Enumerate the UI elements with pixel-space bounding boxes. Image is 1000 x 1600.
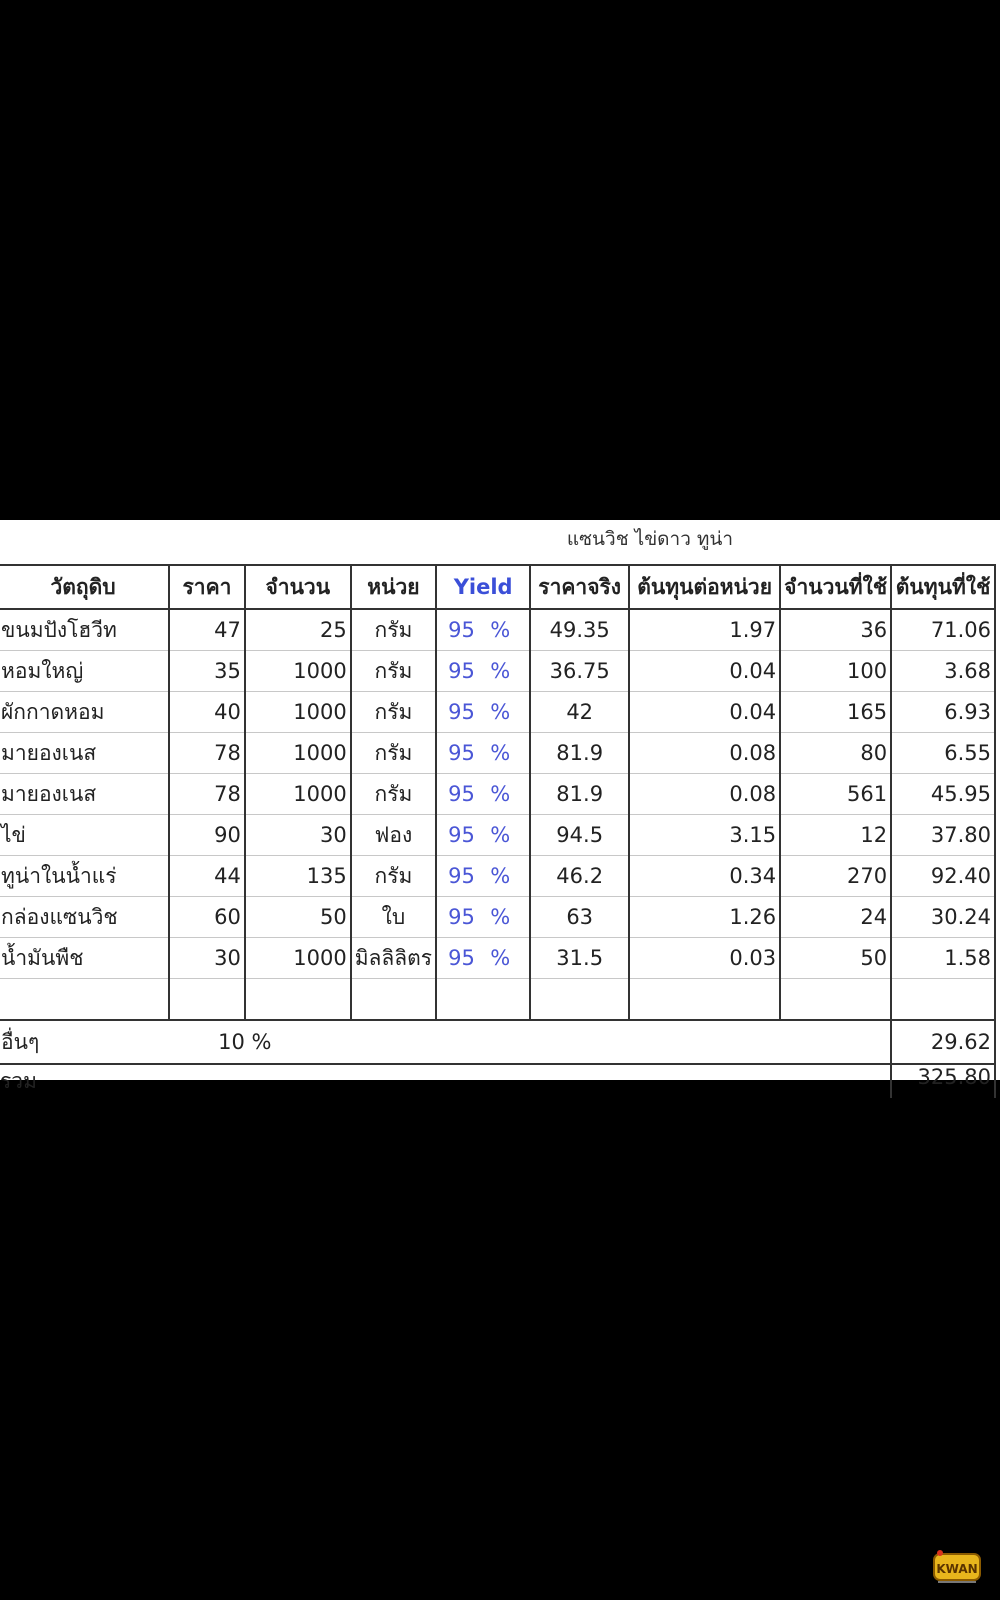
other-percent[interactable] [169,1020,891,1064]
unit-cell[interactable]: กรัม [351,856,436,897]
yield-cell[interactable] [436,815,530,856]
logo-text: KWAN [936,1562,978,1576]
ingredient-cell[interactable]: ผักกาดหอม [0,692,169,733]
price-cell[interactable]: 60 [169,897,245,938]
quantity-cell[interactable]: 25 [245,609,351,651]
spreadsheet-view [0,520,1000,1093]
used-qty-cell[interactable]: 561 [780,774,891,815]
used-qty-cell[interactable]: 165 [780,692,891,733]
other-percent-value: 10 % [218,1030,272,1054]
yield-value: 95 [448,700,475,724]
quantity-cell[interactable]: 50 [245,897,351,938]
header-ingredient[interactable]: วัตถุดิบ [0,565,169,609]
empty-cell[interactable] [351,979,436,1021]
total-cost[interactable]: 325.80 [891,1064,995,1098]
yield-percent-sign: % [490,782,511,806]
table-row [0,938,995,979]
table-row [0,815,995,856]
real-price-cell[interactable]: 63 [530,897,629,938]
unit-cell[interactable]: กรัม [351,609,436,651]
used-qty-cell[interactable]: 12 [780,815,891,856]
table-row [0,609,995,651]
empty-cell[interactable] [0,979,169,1021]
yield-value-wrap [440,659,526,683]
yield-cell[interactable] [436,774,530,815]
header-used-cost[interactable]: ต้นทุนที่ใช้ [891,565,995,609]
used-qty-cell[interactable]: 80 [780,733,891,774]
yield-percent-sign: % [490,946,511,970]
unit-cell[interactable]: มิลลิลิตร [351,938,436,979]
yield-cell[interactable] [436,609,530,651]
used-qty-cell[interactable]: 36 [780,609,891,651]
price-cell[interactable]: 40 [169,692,245,733]
yield-value-wrap [440,782,526,806]
ingredient-cell[interactable]: หอมใหญ่ [0,651,169,692]
yield-cell[interactable] [436,651,530,692]
other-label[interactable]: อื่นๆ [0,1020,169,1064]
yield-value: 95 [448,905,475,929]
empty-cell[interactable] [891,979,995,1021]
quantity-cell[interactable]: 1000 [245,774,351,815]
real-price-cell[interactable]: 31.5 [530,938,629,979]
total-spacer[interactable] [169,1064,891,1098]
empty-cell[interactable] [629,979,780,1021]
yield-percent-sign: % [490,905,511,929]
sheet-title: แซนวิช ไข่ดาว ทูน่า [566,528,734,550]
unit-cost-cell[interactable]: 1.26 [629,897,780,938]
table-row [0,856,995,897]
used-cost-cell[interactable]: 6.93 [891,692,995,733]
price-cell[interactable]: 78 [169,774,245,815]
yield-value-wrap [440,946,526,970]
table-row [0,692,995,733]
empty-cell[interactable] [780,979,891,1021]
unit-cost-cell[interactable]: 0.34 [629,856,780,897]
unit-cost-cell[interactable]: 0.08 [629,733,780,774]
unit-cell[interactable]: กรัม [351,774,436,815]
header-yield[interactable]: Yield [436,565,530,609]
yield-value: 95 [448,823,475,847]
price-cell[interactable]: 35 [169,651,245,692]
unit-cost-cell[interactable]: 1.97 [629,609,780,651]
header-used-qty[interactable]: จำนวนที่ใช้ [780,565,891,609]
empty-row [0,979,995,1021]
table-row [0,651,995,692]
kwan-logo [932,1548,982,1586]
ingredient-cell[interactable]: ขนมปังโฮวีท [0,609,169,651]
used-qty-cell[interactable]: 24 [780,897,891,938]
ingredient-cell[interactable]: น้ำมันพืช [0,938,169,979]
unit-cost-cell[interactable]: 0.03 [629,938,780,979]
used-cost-cell[interactable]: 92.40 [891,856,995,897]
real-price-cell[interactable]: 81.9 [530,774,629,815]
real-price-cell[interactable]: 36.75 [530,651,629,692]
quantity-cell[interactable]: 1000 [245,651,351,692]
table-row [0,774,995,815]
yield-cell[interactable] [436,897,530,938]
yield-value: 95 [448,618,475,642]
yield-value-wrap [440,823,526,847]
cost-table [0,564,996,1098]
used-qty-cell[interactable]: 100 [780,651,891,692]
unit-cell[interactable]: กรัม [351,651,436,692]
yield-value: 95 [448,659,475,683]
used-cost-cell[interactable]: 1.58 [891,938,995,979]
yield-percent-sign: % [490,741,511,765]
header-unit[interactable]: หน่วย [351,565,436,609]
ingredient-cell[interactable]: มายองเนส [0,733,169,774]
yield-percent-sign: % [490,864,511,888]
used-cost-cell[interactable]: 3.68 [891,651,995,692]
unit-cost-cell[interactable]: 0.04 [629,692,780,733]
ingredient-cell[interactable]: มายองเนส [0,774,169,815]
unit-cell[interactable]: กรัม [351,692,436,733]
price-cell[interactable]: 44 [169,856,245,897]
yield-value-wrap [440,741,526,765]
empty-cell[interactable] [245,979,351,1021]
yield-cell[interactable] [436,856,530,897]
ingredient-cell[interactable]: ทูน่าในน้ำแร่ [0,856,169,897]
yield-value: 95 [448,864,475,888]
used-cost-cell[interactable]: 6.55 [891,733,995,774]
header-unit-cost[interactable]: ต้นทุนต่อหน่วย [629,565,780,609]
yield-value-wrap [440,618,526,642]
used-qty-cell[interactable]: 50 [780,938,891,979]
empty-cell[interactable] [169,979,245,1021]
quantity-cell[interactable]: 1000 [245,692,351,733]
used-cost-cell[interactable]: 37.80 [891,815,995,856]
header-real-price[interactable]: ราคาจริง [530,565,629,609]
unit-cell[interactable]: ฟอง [351,815,436,856]
total-label[interactable]: รวม [0,1064,169,1098]
unit-cost-cell[interactable]: 0.04 [629,651,780,692]
quantity-cell[interactable]: 1000 [245,938,351,979]
yield-cell[interactable] [436,733,530,774]
real-price-cell[interactable]: 49.35 [530,609,629,651]
yield-value-wrap [440,700,526,724]
other-row [0,1020,995,1064]
yield-percent-sign: % [490,700,511,724]
yield-cell[interactable] [436,938,530,979]
ingredient-cell[interactable]: กล่องแซนวิช [0,897,169,938]
real-price-cell[interactable]: 81.9 [530,733,629,774]
table-row [0,897,995,938]
price-cell[interactable]: 78 [169,733,245,774]
price-cell[interactable]: 90 [169,815,245,856]
price-cell[interactable]: 47 [169,609,245,651]
unit-cost-cell[interactable]: 0.08 [629,774,780,815]
ingredient-cell[interactable]: ไข่ [0,815,169,856]
yield-value: 95 [448,782,475,806]
used-cost-cell[interactable]: 45.95 [891,774,995,815]
quantity-cell[interactable]: 1000 [245,733,351,774]
price-cell[interactable]: 30 [169,938,245,979]
quantity-cell[interactable]: 30 [245,815,351,856]
used-cost-cell[interactable]: 71.06 [891,609,995,651]
total-row [0,1064,995,1098]
real-price-cell[interactable]: 46.2 [530,856,629,897]
other-cost[interactable]: 29.62 [891,1020,995,1064]
unit-cell[interactable]: ใบ [351,897,436,938]
quantity-cell[interactable]: 135 [245,856,351,897]
yield-value: 95 [448,946,475,970]
used-cost-cell[interactable]: 30.24 [891,897,995,938]
real-price-cell[interactable]: 42 [530,692,629,733]
unit-cell[interactable]: กรัม [351,733,436,774]
yield-cell[interactable] [436,692,530,733]
real-price-cell[interactable]: 94.5 [530,815,629,856]
empty-cell[interactable] [436,979,530,1021]
yield-value-wrap [440,905,526,929]
used-qty-cell[interactable]: 270 [780,856,891,897]
yield-value-wrap [440,864,526,888]
table-row [0,733,995,774]
unit-cost-cell[interactable]: 3.15 [629,815,780,856]
yield-value: 95 [448,741,475,765]
empty-cell[interactable] [530,979,629,1021]
header-quantity[interactable]: จำนวน [245,565,351,609]
header-row [0,565,995,609]
header-price[interactable]: ราคา [169,565,245,609]
yield-percent-sign: % [490,659,511,683]
yield-percent-sign: % [490,823,511,847]
yield-percent-sign: % [490,618,511,642]
